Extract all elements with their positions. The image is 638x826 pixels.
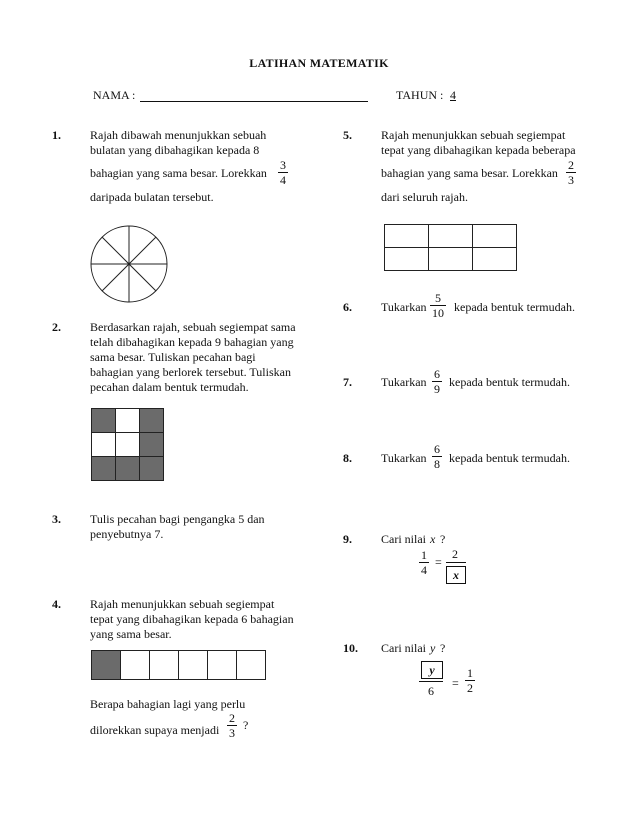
q4-line1: Rajah menunjukkan sebuah segiempat	[90, 597, 275, 611]
grid-cell-shaded[interactable]	[92, 409, 116, 433]
grid-cell[interactable]	[473, 248, 517, 271]
q9-right-bar	[446, 562, 466, 563]
q4-frac-denominator: 3	[229, 726, 235, 740]
q1-circle-diagram[interactable]	[89, 224, 169, 304]
grid-cell-shaded[interactable]	[140, 433, 164, 457]
nama-field-line[interactable]	[140, 101, 368, 102]
q6-frac-numerator: 5	[435, 291, 441, 305]
q4-frac-numerator: 2	[229, 711, 235, 725]
q10-left-denominator: 6	[428, 684, 434, 698]
q1-line4: daripada bulatan tersebut.	[90, 190, 214, 204]
q5-line3: bahagian yang sama besar. Lorekkan	[381, 166, 558, 180]
q7-number: 7.	[343, 375, 352, 389]
q10-left-bar	[419, 681, 443, 682]
nama-label: NAMA :	[93, 88, 136, 102]
q9-right-numerator: 2	[452, 547, 458, 561]
q4-line4: Berapa bahagian lagi yang perlu	[90, 697, 246, 711]
q10-right-fraction	[465, 666, 475, 695]
q3-line1: Tulis pecahan bagi pengangka 5 dan	[90, 512, 265, 526]
q10-equals: =	[452, 676, 459, 690]
q10-answer-box-y[interactable]: y	[421, 661, 443, 679]
q9-number: 9.	[343, 532, 352, 546]
q6-fraction	[430, 291, 446, 320]
q9-variable: x	[430, 532, 436, 546]
grid-cell[interactable]	[116, 409, 140, 433]
q5-line1: Rajah menunjukkan sebuah segiempat	[381, 128, 566, 142]
grid-cell[interactable]	[385, 248, 429, 271]
q10-right-numerator: 1	[467, 666, 473, 680]
q4-line2: tepat yang dibahagikan kepada 6 bahagian	[90, 612, 294, 626]
q7-post: kepada bentuk termudah.	[449, 375, 570, 389]
q1-line2: bulatan yang dibahagikan kepada 8	[90, 143, 260, 157]
q8-fraction	[432, 442, 442, 471]
q7-pre: Tukarkan	[381, 375, 427, 389]
q8-number: 8.	[343, 451, 352, 465]
grid-cell[interactable]	[116, 433, 140, 457]
q2-line4: bahagian yang berlorek tersebut. Tuliskan	[90, 365, 291, 379]
grid-cell[interactable]	[92, 433, 116, 457]
q1-fraction	[278, 158, 288, 187]
q4-rectangle-strip[interactable]	[91, 650, 266, 680]
q4-line5: dilorekkan supaya menjadi	[90, 723, 220, 737]
q9-pre: Cari nilai	[381, 532, 426, 546]
q2-line3: sama besar. Tuliskan pecahan bagi	[90, 350, 256, 364]
q2-square-grid[interactable]	[91, 408, 164, 481]
q10-number: 10.	[343, 641, 358, 655]
q10-question-mark: ?	[440, 641, 446, 655]
q2-number: 2.	[52, 320, 61, 334]
q7-frac-numerator: 6	[434, 367, 440, 381]
q1-line3: bahagian yang sama besar. Lorekkan	[90, 166, 267, 180]
page-title: LATIHAN MATEMATIK	[249, 56, 389, 70]
q2-line1: Berdasarkan rajah, sebuah segiempat sama	[90, 320, 296, 334]
grid-cell-shaded[interactable]	[92, 457, 116, 481]
q5-frac-numerator: 2	[568, 158, 574, 172]
q5-line2: tepat yang dibahagikan kepada beberapa	[381, 143, 576, 157]
grid-cell[interactable]	[429, 248, 473, 271]
q5-rectangle-grid[interactable]	[384, 224, 517, 271]
q5-line4: dari seluruh rajah.	[381, 190, 468, 204]
q9-left-fraction	[419, 548, 429, 577]
q1-frac-denominator: 4	[280, 173, 286, 187]
q4-fraction	[227, 711, 237, 740]
q9-question-mark: ?	[440, 532, 446, 546]
q9-answer-box-x[interactable]: x	[446, 566, 466, 584]
strip-cell[interactable]	[237, 651, 266, 680]
q6-pre: Tukarkan	[381, 300, 427, 314]
q3-line2: penyebutnya 7.	[90, 527, 164, 541]
q2-line5: pecahan dalam bentuk termudah.	[90, 380, 249, 394]
q6-post: kepada bentuk termudah.	[454, 300, 575, 314]
q8-pre: Tukarkan	[381, 451, 427, 465]
q1-line1: Rajah dibawah menunjukkan sebuah	[90, 128, 267, 142]
strip-cell[interactable]	[179, 651, 208, 680]
strip-cell[interactable]	[150, 651, 179, 680]
q5-fraction	[566, 158, 576, 187]
q4-number: 4.	[52, 597, 61, 611]
q8-post: kepada bentuk termudah.	[449, 451, 570, 465]
q10-right-denominator: 2	[467, 681, 473, 695]
q4-line3: yang sama besar.	[90, 627, 172, 641]
q4-question-mark: ?	[243, 718, 249, 732]
tahun-label: TAHUN :	[396, 88, 444, 102]
q8-frac-numerator: 6	[434, 442, 440, 456]
q9-left-numerator: 1	[421, 548, 427, 562]
strip-cell[interactable]	[208, 651, 237, 680]
q1-frac-numerator: 3	[280, 158, 286, 172]
q8-frac-denominator: 8	[434, 457, 440, 471]
q9-equals: =	[435, 555, 442, 569]
q2-grid-table	[91, 408, 164, 481]
q4-strip-table	[91, 650, 266, 680]
grid-cell-shaded[interactable]	[116, 457, 140, 481]
q7-frac-denominator: 9	[434, 382, 440, 396]
q6-number: 6.	[343, 300, 352, 314]
q2-line2: telah dibahagikan kepada 9 bahagian yang	[90, 335, 294, 349]
grid-cell[interactable]	[429, 225, 473, 248]
q6-frac-denominator: 10	[432, 306, 444, 320]
q5-number: 5.	[343, 128, 352, 142]
q1-number: 1.	[52, 128, 61, 142]
q10-variable: y	[430, 641, 436, 655]
q9-left-denominator: 4	[421, 563, 427, 577]
strip-cell-shaded[interactable]	[92, 651, 121, 680]
grid-cell[interactable]	[385, 225, 429, 248]
q5-frac-denominator: 3	[568, 173, 574, 187]
q10-pre: Cari nilai	[381, 641, 426, 655]
grid-cell-shaded[interactable]	[140, 409, 164, 433]
q7-fraction	[432, 367, 442, 396]
grid-cell[interactable]	[473, 225, 517, 248]
strip-cell[interactable]	[121, 651, 150, 680]
q3-number: 3.	[52, 512, 61, 526]
tahun-value: 4	[450, 88, 456, 102]
grid-cell-shaded[interactable]	[140, 457, 164, 481]
